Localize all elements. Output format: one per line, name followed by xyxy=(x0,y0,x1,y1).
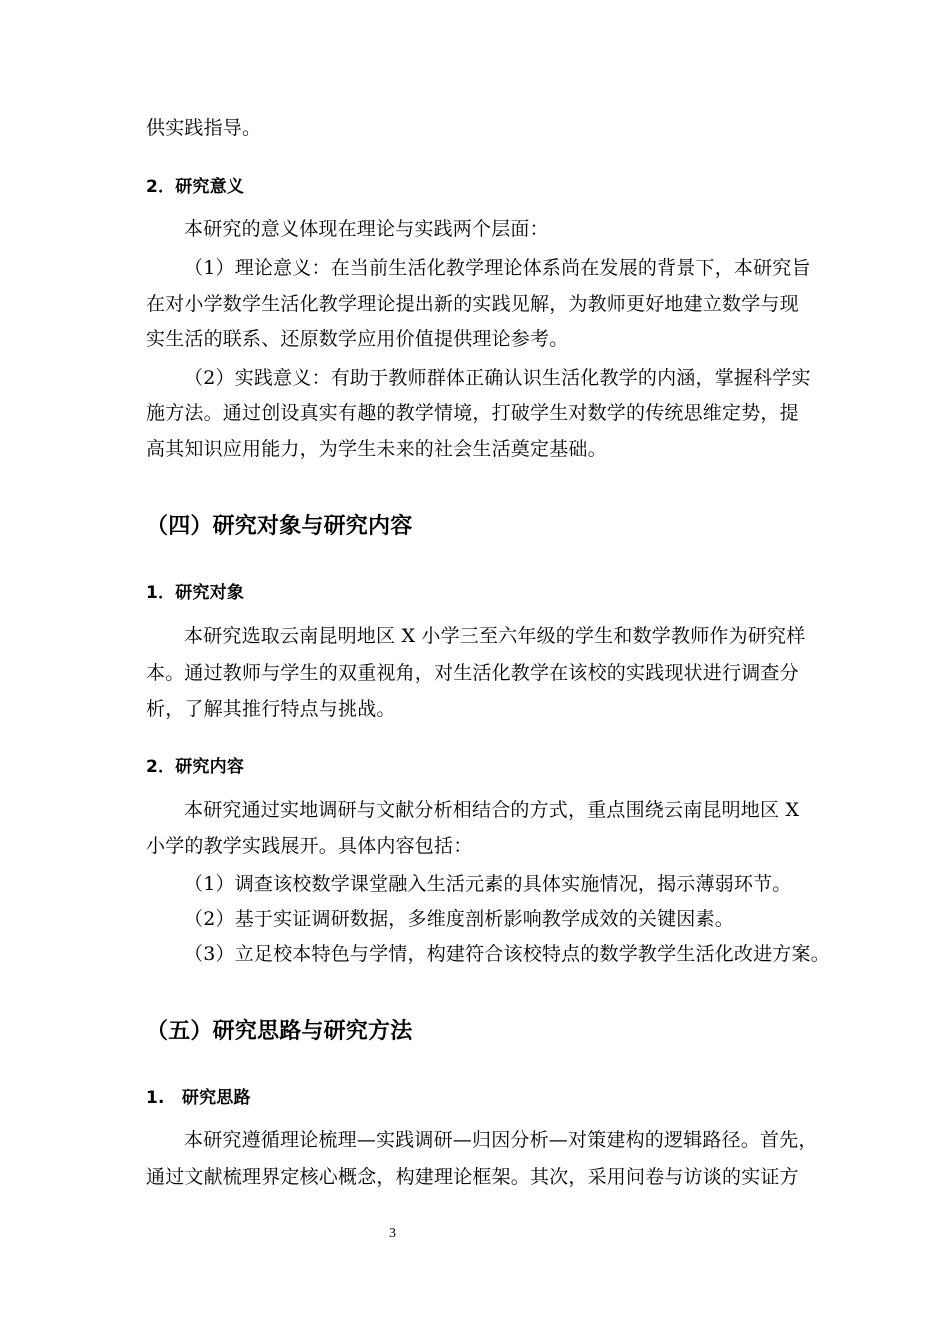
body-text-line: 本研究遵循理论梳理—实践调研—归因分析—对策建构的逻辑路径。首先， xyxy=(184,1129,818,1151)
body-text-line: 在对小学数学生活化教学理论提出新的实践见解，为教师更好地建立数学与现 xyxy=(146,293,799,315)
body-text-line: 通过文献梳理界定核心概念，构建理论框架。其次，采用问卷与访谈的实证方 xyxy=(146,1166,799,1188)
subheading-research-objects: 1．研究对象 xyxy=(146,583,245,603)
body-text-line: 施方法。通过创设真实有趣的教学情境，打破学生对数学的传统思维定势，提 xyxy=(146,402,799,424)
body-text-line: （2）基于实证调研数据，多维度剖析影响教学成效的关键因素。 xyxy=(184,908,734,930)
body-text-line: 本研究通过实地调研与文献分析相结合的方式，重点围绕云南昆明地区 X xyxy=(184,799,800,821)
body-text-line: 高其知识应用能力，为学生未来的社会生活奠定基础。 xyxy=(146,438,607,460)
body-text-line: 本研究的意义体现在理论与实践两个层面： xyxy=(184,218,549,240)
body-text-line: 析，了解其推行特点与挑战。 xyxy=(146,698,396,720)
body-text-line: 本研究选取云南昆明地区 X 小学三至六年级的学生和数学教师作为研究样 xyxy=(184,625,806,647)
body-text-line: 本。通过教师与学生的双重视角，对生活化教学在该校的实践现状进行调查分 xyxy=(146,662,799,684)
body-text-line: 供实践指导。 xyxy=(146,117,262,139)
section-heading-objects-content: （四）研究对象与研究内容 xyxy=(146,514,413,539)
subheading-research-content: 2．研究内容 xyxy=(146,757,245,777)
subheading-research-approach: 1. 研究思路 xyxy=(146,1088,251,1108)
body-text-line: 小学的教学实践展开。具体内容包括： xyxy=(146,835,473,857)
page-number: 3 xyxy=(389,1226,396,1241)
body-text-line: （1）理论意义：在当前生活化教学理论体系尚在发展的背景下，本研究旨 xyxy=(184,257,811,279)
body-text-line: 实生活的联系、还原数学应用价值提供理论参考。 xyxy=(146,328,569,350)
body-text-line: （2）实践意义：有助于教师群体正确认识生活化教学的内涵，掌握科学实 xyxy=(184,367,811,389)
section-heading-approach-methods: （五）研究思路与研究方法 xyxy=(146,1019,413,1044)
body-text-line: （3）立足校本特色与学情，构建符合该校特点的数学教学生活化改进方案。 xyxy=(184,943,830,965)
subheading-research-significance: 2．研究意义 xyxy=(146,177,245,197)
body-text-line: （1）调查该校数学课堂融入生活元素的具体实施情况，揭示薄弱环节。 xyxy=(184,873,792,895)
